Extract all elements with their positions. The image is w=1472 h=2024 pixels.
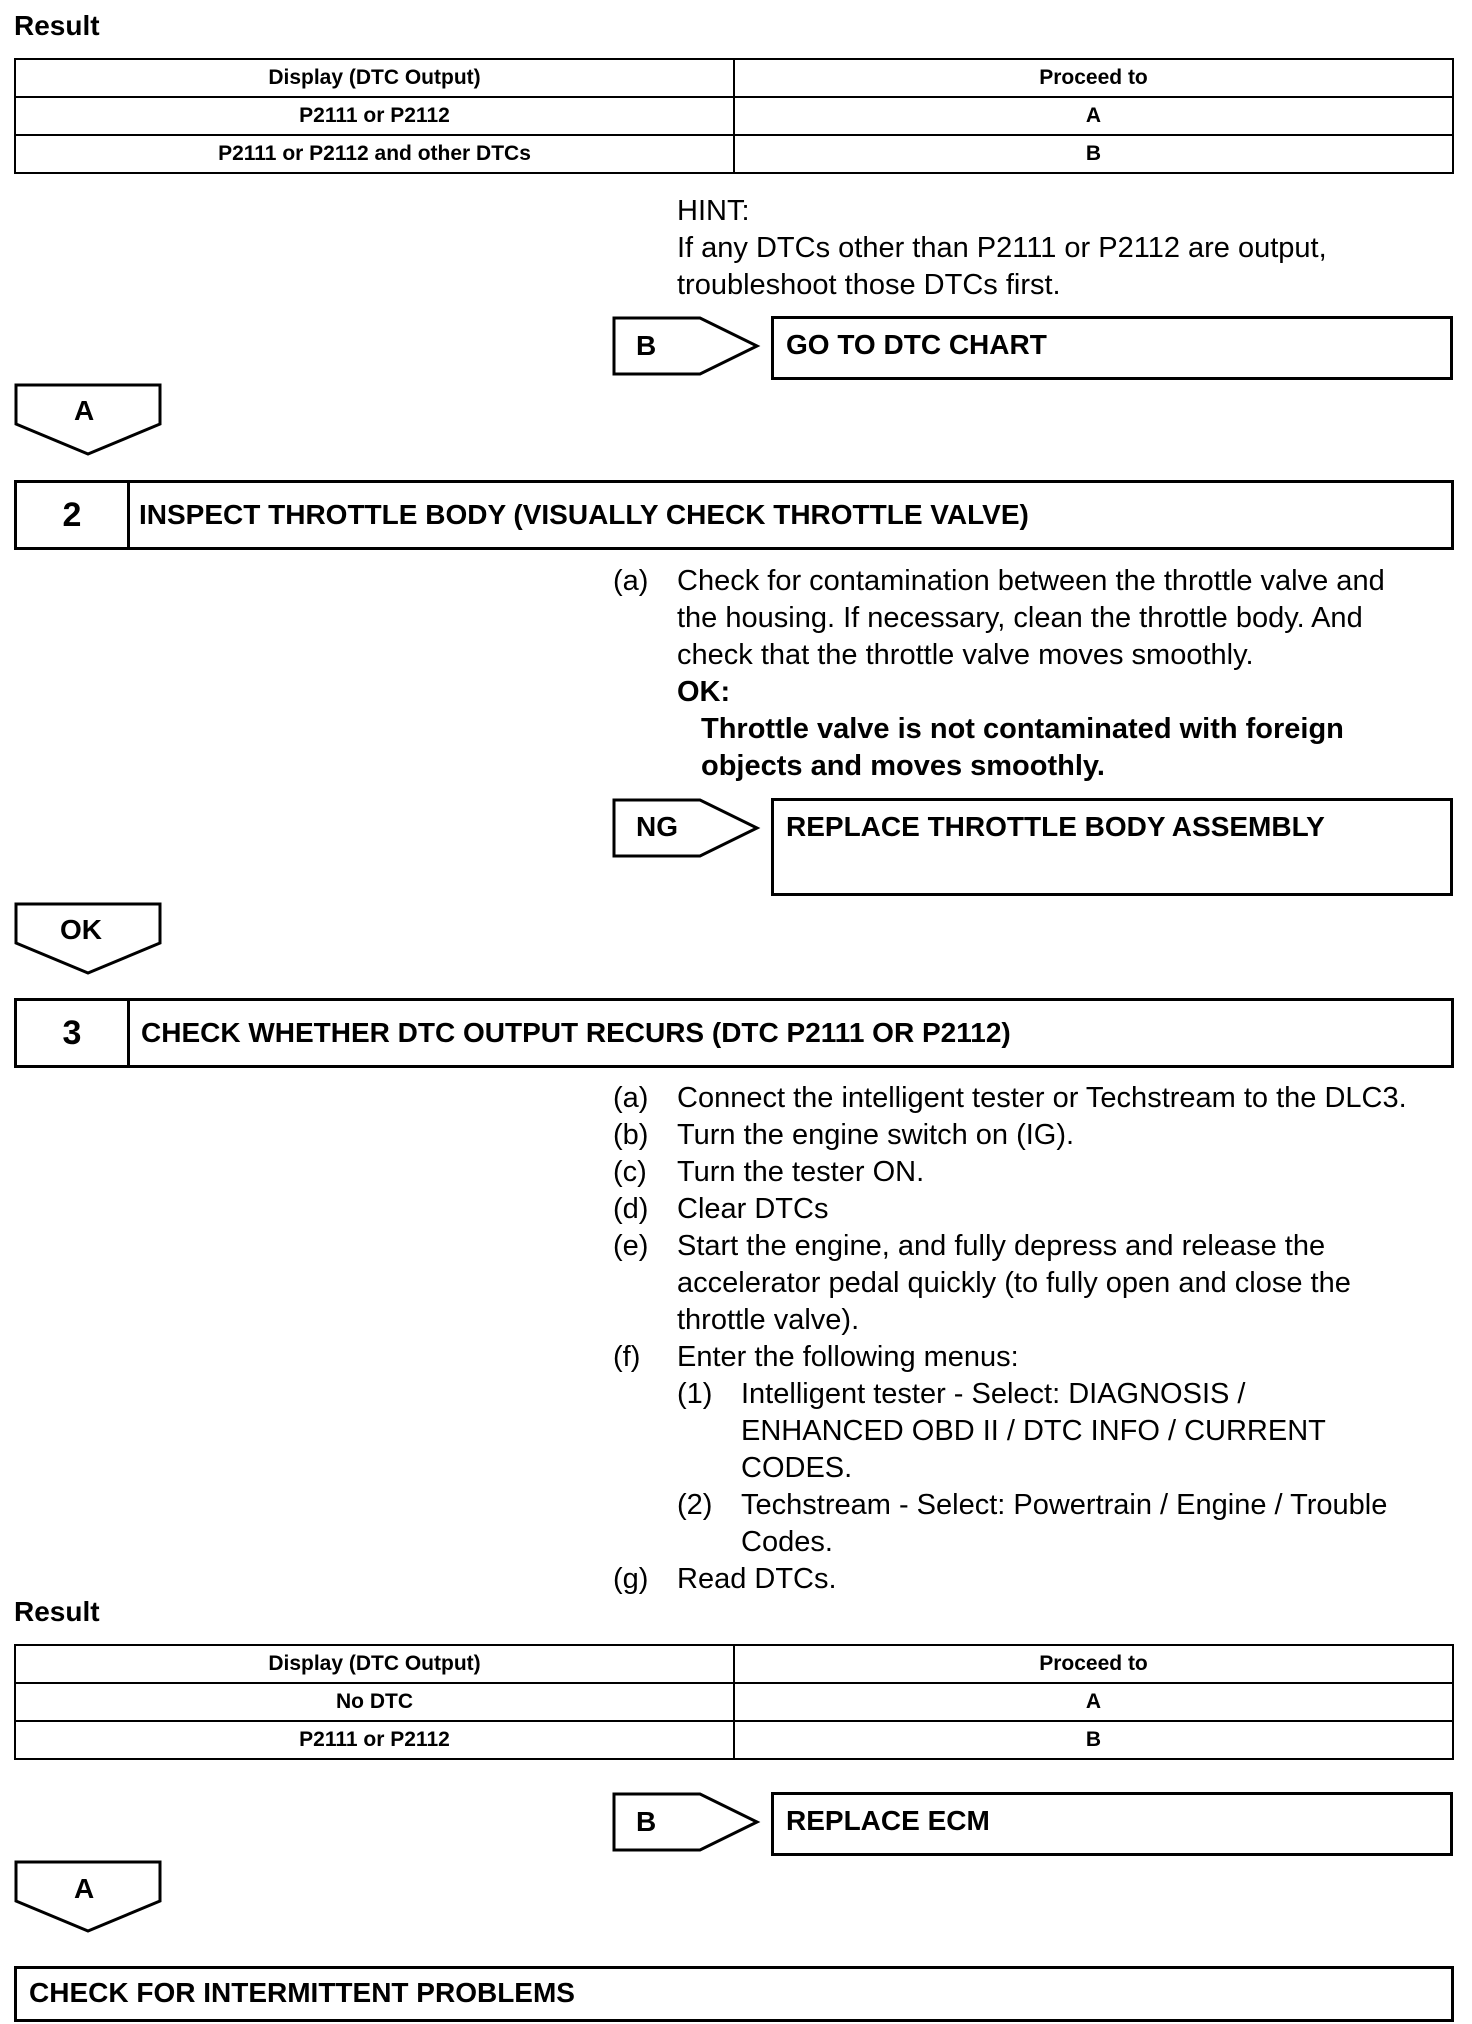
list-item	[613, 1191, 1463, 1228]
branch-ok-label: OK	[60, 914, 102, 945]
table-header-cell: Proceed to	[734, 59, 1453, 97]
sub-item-marker: (1)	[677, 1378, 713, 1410]
table-cell: P2111 or P2112	[15, 97, 734, 135]
step-2-instructions	[613, 563, 1463, 785]
item-line: Read DTCs.	[677, 1563, 837, 1595]
result-table	[14, 58, 1454, 174]
item-line: Turn the engine switch on (IG).	[677, 1119, 1075, 1151]
table-cell: P2111 or P2112 and other DTCs	[15, 135, 734, 173]
step-title: CHECK WHETHER DTC OUTPUT RECURS (DTC P2111 OR P2112)	[141, 1017, 1011, 1048]
step-2-header	[14, 480, 1454, 550]
item-line: Enter the following menus:	[677, 1341, 1019, 1373]
step-title: INSPECT THROTTLE BODY (VISUALLY CHECK THROTTLE VALVE)	[139, 499, 1029, 530]
branch-ng-label: NG	[636, 811, 678, 842]
table-header-row	[15, 1645, 1453, 1683]
item-line: CODES.	[741, 1452, 853, 1484]
table-cell: B	[734, 135, 1453, 173]
table-header-row	[15, 59, 1453, 97]
sub-list-item	[613, 1487, 1463, 1561]
action-text: GO TO DTC CHART	[786, 329, 1047, 360]
hint	[677, 193, 1327, 304]
step-number: 2	[17, 483, 130, 547]
action-text: REPLACE THROTTLE BODY ASSEMBLY	[786, 811, 1325, 842]
sub-item-marker: (2)	[677, 1489, 713, 1521]
table-header-cell: Display (DTC Output)	[15, 59, 734, 97]
branch-b-label: B	[636, 1806, 657, 1837]
table-row	[15, 1683, 1453, 1721]
branch-a-label: A	[74, 395, 95, 426]
item-marker: (a)	[613, 565, 649, 597]
result-table	[14, 1644, 1454, 1760]
final-step-title: CHECK FOR INTERMITTENT PROBLEMS	[29, 1977, 575, 2008]
result-label: Result	[14, 1596, 100, 1627]
table-row	[15, 135, 1453, 173]
result-label: Result	[14, 10, 100, 41]
ok-label: OK:	[677, 676, 731, 708]
item-marker: (e)	[613, 1230, 649, 1262]
table-cell: A	[734, 1683, 1453, 1721]
table-row	[15, 1721, 1453, 1759]
table-header-cell: Proceed to	[734, 1645, 1453, 1683]
list-item	[613, 1561, 1463, 1598]
table-cell: B	[734, 1721, 1453, 1759]
replace-throttle-body-box	[771, 798, 1453, 896]
hint-line: If any DTCs other than P2111 or P2112 are output,	[677, 232, 1327, 264]
item-line: ENHANCED OBD II / DTC INFO / CURRENT	[741, 1415, 1326, 1447]
item-marker: (b)	[613, 1119, 649, 1151]
table-header-cell: Display (DTC Output)	[15, 1645, 734, 1683]
item-line: throttle valve).	[677, 1304, 860, 1336]
hint-title: HINT:	[677, 195, 750, 227]
item-line: Techstream - Select: Powertrain / Engine / Trouble	[741, 1489, 1388, 1521]
step-3-header	[14, 998, 1454, 1068]
ok-criteria-line: objects and moves smoothly.	[701, 750, 1105, 782]
table-cell: No DTC	[15, 1683, 734, 1721]
final-step-box	[14, 1966, 1454, 2022]
list-item	[613, 1154, 1463, 1191]
action-text: REPLACE ECM	[786, 1805, 990, 1836]
list-item	[613, 1117, 1463, 1154]
go-to-dtc-chart-box	[771, 316, 1453, 380]
branch-b-label: B	[636, 330, 657, 361]
item-line: accelerator pedal quickly (to fully open and close the	[677, 1267, 1351, 1299]
item-marker: (f)	[613, 1341, 641, 1373]
replace-ecm-box	[771, 1792, 1453, 1856]
item-line: Clear DTCs	[677, 1193, 829, 1225]
step-3-instructions	[613, 1080, 1463, 1598]
list-item	[613, 563, 1463, 785]
table-cell: A	[734, 97, 1453, 135]
list-item	[613, 1339, 1463, 1376]
item-marker: (a)	[613, 1082, 649, 1114]
item-marker: (c)	[613, 1156, 647, 1188]
item-line: Start the engine, and fully depress and release the	[677, 1230, 1326, 1262]
ok-criteria-line: Throttle valve is not contaminated with foreign	[701, 713, 1344, 745]
branch-a-label: A	[74, 1873, 95, 1904]
list-item	[613, 1228, 1463, 1339]
list-item	[613, 1080, 1463, 1117]
item-marker: (g)	[613, 1563, 649, 1595]
item-line: check that the throttle valve moves smoothly.	[677, 639, 1254, 671]
table-cell: P2111 or P2112	[15, 1721, 734, 1759]
sub-list-item	[613, 1376, 1463, 1487]
item-line: Connect the intelligent tester or Techstream to the DLC3.	[677, 1082, 1407, 1114]
item-line: Check for contamination between the throttle valve and	[677, 565, 1385, 597]
hint-line: troubleshoot those DTCs first.	[677, 269, 1061, 301]
item-marker: (d)	[613, 1193, 649, 1225]
item-line: Codes.	[741, 1526, 833, 1558]
item-line: Intelligent tester - Select: DIAGNOSIS /	[741, 1378, 1246, 1410]
item-line: Turn the tester ON.	[677, 1156, 925, 1188]
item-line: the housing. If necessary, clean the throttle body. And	[677, 602, 1363, 634]
table-row	[15, 97, 1453, 135]
step-number: 3	[17, 1001, 130, 1065]
